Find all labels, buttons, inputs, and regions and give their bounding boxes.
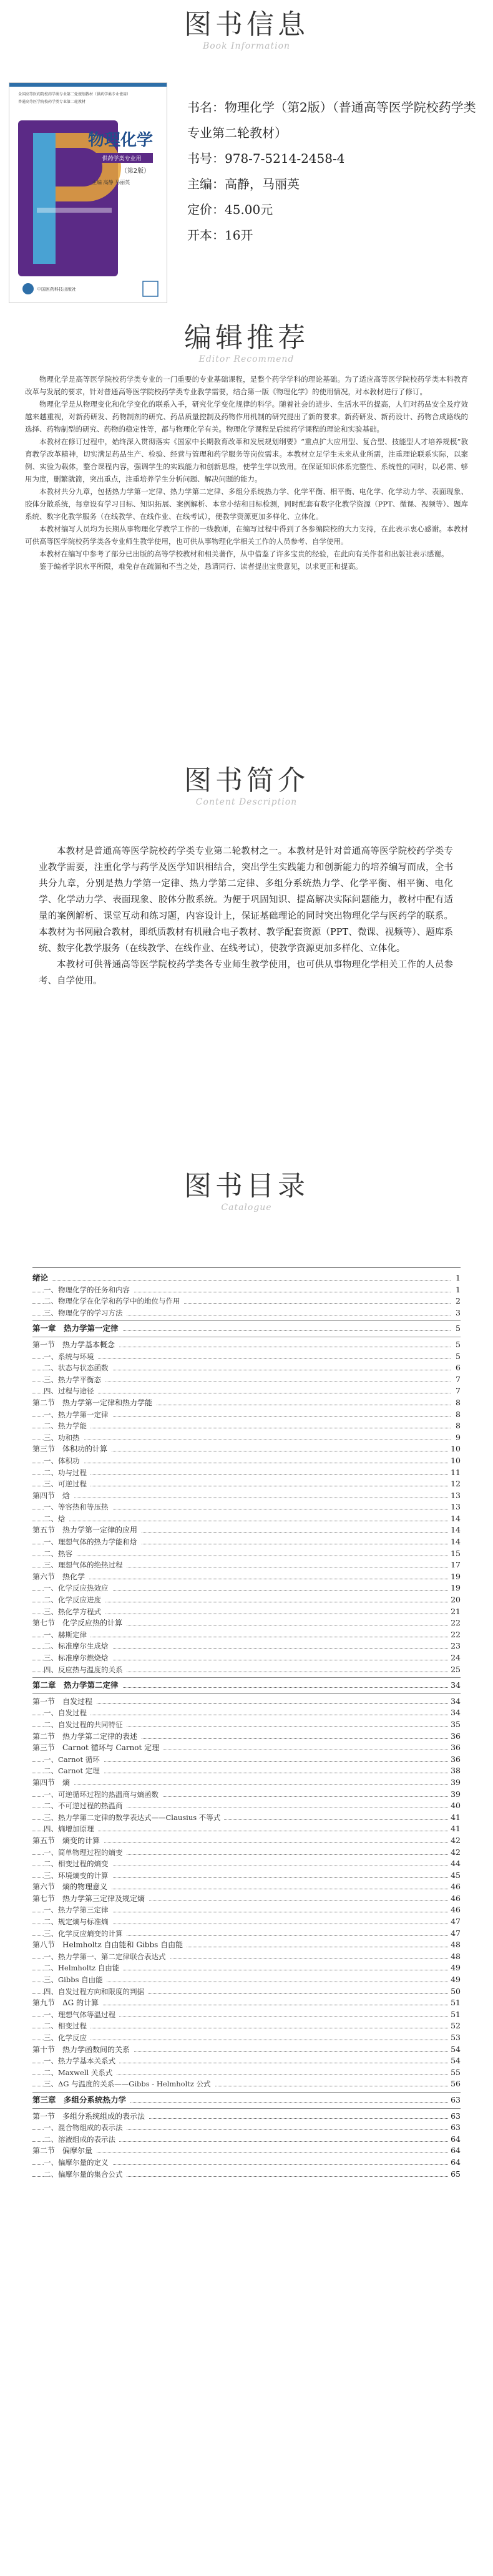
toc-entry-title: 第七节 热力学第三定律及规定熵 — [32, 1893, 149, 1905]
paragraph: 鉴于编者学识水平所限，难免存在疏漏和不当之处，恳请同行、读者提出宝贵意见，以求更正和提高。 — [39, 562, 363, 571]
book-title-row — [187, 95, 487, 146]
toc-section — [32, 2044, 461, 2056]
toc-subsection — [32, 1800, 461, 1812]
toc-page-number: 36 — [448, 1754, 461, 1766]
paragraph: 本教材编写人员均为长期从事物理化学教学工作的一线教师，在编写过程中得到了各参编院校的大力支持，在此表示衷心感谢。本教材可供高等医学院校药学类各专业师生教学使用，也可供从事物理化学相关工作的人员参考、自学使用。 — [25, 525, 468, 546]
toc-page-number: 11 — [448, 1467, 461, 1479]
toc-section — [32, 1571, 461, 1583]
toc-subsection — [32, 1765, 461, 1777]
toc-subsection — [32, 1858, 461, 1870]
section-header-desc — [0, 767, 493, 807]
toc-subsection — [32, 1652, 461, 1664]
book-cover — [9, 82, 167, 303]
toc-subsection — [32, 1847, 461, 1859]
toc-page-number: 14 — [448, 1524, 461, 1536]
toc-page-number: 39 — [448, 1777, 461, 1789]
toc-page-number: 22 — [448, 1617, 461, 1629]
toc-entry-title: 二、状态与状态函数 — [44, 1362, 112, 1374]
toc-subsection — [32, 1582, 461, 1594]
toc-divider — [32, 1675, 461, 1680]
toc-page-number: 38 — [448, 1765, 461, 1777]
toc-entry-title: 第十节 热力学函数间的关系 — [32, 2044, 134, 2056]
toc-subsection — [32, 1707, 461, 1719]
toc-entry-title: 一、热力学基本关系式 — [44, 2055, 119, 2067]
toc-subsection — [32, 1432, 461, 1444]
cover-subtitle: 供药学类专业用 — [102, 156, 142, 162]
toc-entry-title: 一、可逆循环过程的热温商与熵函数 — [44, 1789, 162, 1801]
toc-entry-title: 二、不可逆过程的热温商 — [44, 1800, 127, 1812]
toc-page-number: 8 — [453, 1409, 461, 1421]
toc-entry-title: 一、热力学第三定律 — [44, 1904, 112, 1916]
toc-leader — [32, 1474, 451, 1475]
toc-page-number: 40 — [448, 1800, 461, 1812]
toc-page-number: 15 — [448, 1548, 461, 1560]
toc-subsection — [32, 1467, 461, 1479]
toc-subsection — [32, 2169, 461, 2181]
toc-entry-title: 二、规定熵与标准熵 — [44, 1916, 112, 1928]
toc-subsection — [32, 1559, 461, 1571]
book-format-row — [187, 223, 487, 248]
section-title: 图书目录 — [184, 1170, 309, 1202]
toc-entry-title: 第四节 焓 — [32, 1490, 74, 1502]
toc-page-number: 8 — [453, 1420, 461, 1432]
toc-subsection — [32, 1501, 461, 1513]
label: 开本： — [187, 228, 225, 243]
toc-page-number: 1 — [453, 1284, 461, 1296]
toc-entry-title: 第二节 偏摩尔量 — [32, 2145, 96, 2157]
toc-intro — [32, 1272, 461, 1284]
toc-page-number: 10 — [448, 1443, 461, 1455]
toc-chapter — [32, 1323, 461, 1335]
value: 45.00元 — [225, 202, 273, 217]
paragraph: 物理化学是从物理变化和化学变化的联系入手，研究化学变化规律的科学。随着社会的进步、生活水平的提高，人们对药品安全及疗效越来越重视，对新药研发、药物制剂的研究、药品质量控制及药物作用机制的研究提出了新的要求。新药研发、新药设计、药物合成路线的选择、药物制型的研究、药物的稳定性等，都与物理化学有关。物理化学课程是后续药学课程的理论和实验基础。 — [25, 400, 468, 433]
paragraph: 本教材在编写中参考了部分已出版的高等学校教材和相关著作，从中借鉴了许多宝贵的经验，在此向有关作者和出版社表示感谢。 — [39, 550, 449, 558]
toc-entry-title: 四、熵增加原理 — [44, 1823, 98, 1835]
toc-top-rule — [32, 1267, 461, 1268]
toc-subsection — [32, 1478, 461, 1490]
toc-entry-title: 第三节 体积功的计算 — [32, 1443, 111, 1455]
recommend-text — [25, 373, 468, 573]
toc-entry-title: 第二节 热力学第一定律和热力学能 — [32, 1397, 156, 1409]
paragraph: 物理化学是高等医学院校药学类专业的一门重要的专业基础课程，是整个药学学科的理论基础。为了适应高等医学院校药学类本科教育改革与发展的要求，针对普通高等医学院校药学类专业教学需要，结合第一版《物理化学》的使用情况，对本教材进行了修订。 — [25, 375, 468, 396]
table-of-contents — [32, 1272, 461, 2180]
toc-entry-title: 二、溶液组成的表示法 — [44, 2134, 119, 2146]
toc-page-number: 20 — [448, 1594, 461, 1606]
toc-section — [32, 1893, 461, 1905]
toc-entry-title: 四、自发过程方向和限度的判据 — [44, 1986, 148, 1998]
toc-entry-title: 第三章 多组分系统热力学 — [32, 2094, 130, 2106]
toc-subsection — [32, 1754, 461, 1766]
toc-section — [32, 1696, 461, 1708]
cover-series-line2: 普通高等医学院校药学类专业第二轮教材 — [18, 100, 86, 104]
toc-entry-title: 三、物理化学的学习方法 — [44, 1307, 127, 1319]
toc-entry-title: 二、Helmholtz 自由能 — [44, 1962, 123, 1974]
toc-page-number: 36 — [448, 1742, 461, 1754]
toc-page-number: 63 — [448, 2094, 461, 2106]
toc-page-number: 7 — [453, 1385, 461, 1397]
paragraph: 本教材可供普通高等医学院校药学类各专业师生教学使用，也可供从事物理化学相关工作的人员参考、自学使用。 — [39, 960, 453, 986]
section-title: 编辑推荐 — [184, 322, 309, 354]
toc-page-number: 39 — [448, 1789, 461, 1801]
toc-divider — [32, 1692, 461, 1696]
toc-section — [32, 1997, 461, 2009]
toc-section — [32, 1835, 461, 1847]
toc-subsection — [32, 2078, 461, 2090]
toc-divider — [32, 1319, 461, 1323]
toc-page-number: 49 — [448, 1974, 461, 1986]
toc-section — [32, 2145, 461, 2157]
cover-art — [9, 83, 167, 303]
toc-page-number: 53 — [448, 2032, 461, 2044]
toc-page-number: 51 — [448, 1997, 461, 2009]
toc-page-number: 25 — [448, 1664, 461, 1676]
toc-section — [32, 1443, 461, 1455]
toc-page-number: 51 — [448, 2009, 461, 2021]
toc-entry-title: 一、简单物理过程的熵变 — [44, 1847, 127, 1859]
toc-section — [32, 1617, 461, 1629]
toc-subsection — [32, 1629, 461, 1641]
toc-subsection — [32, 2009, 461, 2021]
toc-page-number: 64 — [448, 2157, 461, 2169]
toc-page-number: 8 — [453, 1397, 461, 1409]
toc-entry-title: 二、标准摩尔生成焓 — [44, 1640, 112, 1652]
toc-entry-title: 三、理想气体的绝热过程 — [44, 1559, 127, 1571]
toc-page-number: 45 — [448, 1870, 461, 1882]
book-price-row — [187, 197, 487, 223]
toc-page-number: 35 — [448, 1719, 461, 1731]
value: 高静，马丽英 — [225, 177, 300, 191]
toc-subsection — [32, 1951, 461, 1963]
value: 978-7-5214-2458-4 — [225, 151, 345, 166]
toc-entry-title: 三、功和热 — [44, 1432, 84, 1444]
toc-entry-title: 第七节 化学反应热的计算 — [32, 1617, 126, 1629]
toc-entry-title: 三、热化学方程式 — [44, 1606, 105, 1618]
toc-subsection — [32, 1374, 461, 1386]
toc-subsection — [32, 1812, 461, 1824]
toc-entry-title: 一、热力学第一、第二定律联合表达式 — [44, 1951, 170, 1963]
toc-entry-title: 二、Carnot 定理 — [44, 1765, 104, 1777]
toc-entry-title: 一、Carnot 循环 — [44, 1754, 104, 1766]
toc-chapter — [32, 2094, 461, 2106]
toc-entry-title: 二、偏摩尔量的集合公式 — [44, 2169, 127, 2181]
toc-subsection — [32, 1870, 461, 1882]
toc-entry-title: 第二节 热力学第二定律的表述 — [32, 1731, 141, 1743]
toc-entry-title: 二、自发过程的共同特征 — [44, 1719, 127, 1731]
toc-section — [32, 1339, 461, 1351]
toc-page-number: 46 — [448, 1904, 461, 1916]
toc-subsection — [32, 1409, 461, 1421]
toc-entry-title: 三、热力学平衡态 — [44, 1374, 105, 1386]
toc-section — [32, 1397, 461, 1409]
toc-entry-title: 第一节 自发过程 — [32, 1696, 96, 1708]
toc-entry-title: 一、混合物组成的表示法 — [44, 2122, 127, 2134]
toc-entry-title: 第一节 热力学基本概念 — [32, 1339, 119, 1351]
toc-entry-title: 二、热力学能 — [44, 1420, 90, 1432]
toc-page-number: 7 — [453, 1374, 461, 1386]
toc-entry-title: 三、可逆过程 — [44, 1478, 90, 1490]
toc-page-number: 50 — [448, 1986, 461, 1998]
section-subtitle: Editor Recommend — [198, 354, 295, 364]
section-title: 图书简介 — [184, 765, 309, 797]
toc-entry-title: 三、环境熵变的计算 — [44, 1870, 112, 1882]
toc-page-number: 19 — [448, 1571, 461, 1583]
toc-entry-title: 二、相变过程 — [44, 2020, 90, 2032]
toc-entry-title: 二、热容 — [44, 1548, 76, 1560]
cover-title: 物理化学 — [88, 131, 154, 150]
toc-subsection — [32, 1362, 461, 1374]
toc-subsection — [32, 1986, 461, 1998]
toc-page-number: 22 — [448, 1629, 461, 1641]
toc-page-number: 48 — [448, 1951, 461, 1963]
toc-page-number: 49 — [448, 1962, 461, 1974]
toc-entry-title: 一、等容热和等压热 — [44, 1501, 112, 1513]
toc-subsection — [32, 1548, 461, 1560]
toc-page-number: 65 — [448, 2169, 461, 2181]
book-isbn-row — [187, 146, 487, 172]
toc-subsection — [32, 1962, 461, 1974]
toc-entry-title: 二、化学反应进度 — [44, 1594, 105, 1606]
toc-page-number: 14 — [448, 1536, 461, 1548]
toc-section — [32, 1490, 461, 1502]
toc-entry-title: 第三节 Carnot 循环与 Carnot 定理 — [32, 1742, 163, 1754]
section-subtitle: Content Description — [195, 797, 298, 807]
toc-entry-title: 第六节 热化学 — [32, 1571, 89, 1583]
toc-subsection — [32, 1916, 461, 1928]
toc-section — [32, 1731, 461, 1743]
toc-entry-title: 第五节 热力学第一定律的应用 — [32, 1524, 141, 1536]
toc-page-number: 24 — [448, 1652, 461, 1664]
toc-page-number: 55 — [448, 2067, 461, 2079]
toc-subsection — [32, 2157, 461, 2169]
section-header-toc — [0, 1170, 493, 1213]
toc-subsection — [32, 1385, 461, 1397]
toc-subsection — [32, 1664, 461, 1676]
toc-page-number: 13 — [448, 1501, 461, 1513]
toc-subsection — [32, 1455, 461, 1467]
paragraph: 本教材是普通高等医学院校药学类专业第二轮教材之一。本教材是针对普通高等医学院校药学类专业教学需要，注重化学与药学及医学知识相结合，突出学生实践能力和创新能力的培养编写而成，全书共分九章，分别是热力学第一定律、热力学第二定律、多组分系统热力学、化学平衡、相平衡、电化学、化学动力学、表面现象、胶体分散系统。为便于巩固知识、提高解决实际问题能力，教材中配有适量的案例解析、课堂互动和练习题，内容设计上，保证基础理论的同时突出物理化学与医药学的联系。本教材为书网融合教材，即纸质教材有机融合电子教材、教学配套资源（PPT、微课、视频等）、题库系统、数字化教学服务（在线教学、在线作业、在线考试），使教学资源更加多样化、立体化。 — [39, 846, 453, 954]
book-editor-row — [187, 172, 487, 197]
toc-subsection — [32, 1594, 461, 1606]
toc-divider — [32, 2106, 461, 2111]
toc-entry-title: 三、热力学第二定律的数学表达式——Clausius 不等式 — [44, 1812, 224, 1824]
toc-page-number: 42 — [448, 1835, 461, 1847]
toc-page-number: 64 — [448, 2134, 461, 2146]
toc-subsection — [32, 1536, 461, 1548]
toc-page-number: 14 — [448, 1513, 461, 1525]
toc-leader — [32, 1280, 451, 1281]
toc-entry-title: 三、化学反应熵变的计算 — [44, 1928, 127, 1940]
toc-subsection — [32, 1719, 461, 1731]
toc-subsection — [32, 1904, 461, 1916]
toc-subsection — [32, 1513, 461, 1525]
toc-entry-title: 第二章 热力学第二定律 — [32, 1680, 122, 1692]
toc-subsection — [32, 1284, 461, 1296]
cover-series-line1: 全国高等医药院校药学类专业第二轮规划教材（供药学类专业使用） — [18, 92, 131, 97]
toc-subsection — [32, 2122, 461, 2134]
toc-subsection — [32, 2020, 461, 2032]
cover-publisher: 中国医药科技出版社 — [37, 287, 76, 292]
toc-page-number: 47 — [448, 1928, 461, 1940]
toc-page-number: 3 — [453, 1307, 461, 1319]
toc-entry-title: 第一章 热力学第一定律 — [32, 1323, 122, 1335]
toc-page-number: 1 — [453, 1272, 461, 1284]
cover-edition: （第2版） — [120, 168, 150, 175]
toc-page-number: 64 — [448, 2145, 461, 2157]
section-subtitle: Book Information — [202, 41, 291, 51]
toc-entry-title: 第一节 多组分系统组成的表示法 — [32, 2111, 149, 2123]
toc-entry-title: 四、反应热与温度的关系 — [44, 1664, 127, 1676]
toc-subsection — [32, 1789, 461, 1801]
toc-page-number: 41 — [448, 1823, 461, 1835]
paragraph: 本教材共分九章，包括热力学第一定律、热力学第二定律、多组分系统热力学、化学平衡、相平衡、电化学、化学动力学、表面现象、胶体分散系统，每章设有学习目标、知识拓展、案例解析、本章小结和目标检测，同时配套有数字化教学资源（PPT、微课、视频等）、题库系统、数字化教学服务（在线教学、在线作业、在线考试），便教学资源更加多样化、立体化。 — [25, 487, 468, 521]
toc-entry-title: 一、热力学第一定律 — [44, 1409, 112, 1421]
toc-divider — [32, 2090, 461, 2094]
toc-entry-title: 三、Gibbs 自由能 — [44, 1974, 107, 1986]
toc-entry-title: 一、理想气体等温过程 — [44, 2009, 119, 2021]
toc-page-number: 34 — [448, 1696, 461, 1708]
description-text — [39, 843, 453, 989]
toc-section — [32, 1742, 461, 1754]
toc-page-number: 9 — [453, 1432, 461, 1444]
toc-entry-title: 二、功与过程 — [44, 1467, 90, 1479]
toc-subsection — [32, 1640, 461, 1652]
toc-entry-title: 一、偏摩尔量的定义 — [44, 2157, 112, 2169]
toc-page-number: 10 — [448, 1455, 461, 1467]
toc-entry-title: 四、过程与途径 — [44, 1385, 98, 1397]
paragraph: 本教材在修订过程中，始终深入贯彻落实《国家中长期教育改革和发展规划纲要》“重点扩大应用型、复合型、技能型人才培养规模”教育教学改革精神，切实满足药品生产、检验、经营与管理和药学服务等岗位需求。本教材立足学生未来从业所需，注重理论联系实际，以案例、实验为载体，整合课程内容，强调学生的实践能力和创新思维，使学生学以致用。在保证知识体系完整性、系统性的同时，以必需、够用为度，删繁就简，突出重点，注重培养学生分析问题、解决问题的能力。 — [25, 437, 468, 483]
toc-section — [32, 1524, 461, 1536]
toc-entry-title: 第八节 Helmholtz 自由能和 Gibbs 自由能 — [32, 1939, 187, 1951]
toc-section — [32, 2111, 461, 2123]
label: 定价： — [187, 202, 225, 217]
toc-page-number: 12 — [448, 1478, 461, 1490]
toc-entry-title: 一、系统与环境 — [44, 1351, 98, 1363]
toc-page-number: 5 — [453, 1323, 461, 1335]
toc-entry-title: 绪论 — [32, 1272, 52, 1284]
toc-subsection — [32, 1974, 461, 1986]
toc-section — [32, 1939, 461, 1951]
section-header-recommend — [0, 324, 493, 364]
toc-subsection — [32, 1307, 461, 1319]
value: 16开 — [225, 228, 253, 243]
toc-entry-title: 一、化学反应热效应 — [44, 1582, 112, 1594]
toc-entry-title: 第四节 熵 — [32, 1777, 74, 1789]
toc-page-number: 52 — [448, 2020, 461, 2032]
toc-entry-title: 第六节 熵的物理意义 — [32, 1881, 111, 1893]
toc-entry-title: 一、体积功 — [44, 1455, 84, 1467]
toc-page-number: 19 — [448, 1582, 461, 1594]
toc-subsection — [32, 1606, 461, 1618]
toc-page-number: 5 — [453, 1339, 461, 1351]
toc-page-number: 46 — [448, 1893, 461, 1905]
toc-page-number: 34 — [448, 1707, 461, 1719]
toc-subsection — [32, 1351, 461, 1363]
toc-page-number: 17 — [448, 1559, 461, 1571]
toc-page-number: 63 — [448, 2111, 461, 2123]
toc-entry-title: 第九节 ΔG 的计算 — [32, 1997, 102, 2009]
toc-subsection — [32, 2055, 461, 2067]
toc-entry-title: 三、标准摩尔燃烧焓 — [44, 1652, 112, 1664]
toc-entry-title: 二、物理化学在化学和药学中的地位与作用 — [44, 1295, 184, 1307]
toc-page-number: 48 — [448, 1939, 461, 1951]
toc-entry-title: 一、理想气体的热力学能和焓 — [44, 1536, 141, 1548]
toc-page-number: 36 — [448, 1731, 461, 1743]
toc-subsection — [32, 1928, 461, 1940]
toc-page-number: 44 — [448, 1858, 461, 1870]
toc-page-number: 54 — [448, 2044, 461, 2056]
toc-subsection — [32, 1420, 461, 1432]
label: 书号： — [187, 151, 225, 166]
section-title: 图书信息 — [184, 9, 309, 41]
section-subtitle: Catalogue — [221, 1203, 272, 1213]
toc-chapter — [32, 1680, 461, 1692]
toc-page-number: 47 — [448, 1916, 461, 1928]
toc-page-number: 6 — [453, 1362, 461, 1374]
toc-entry-title: 二、Maxwell 关系式 — [44, 2067, 116, 2079]
toc-page-number: 23 — [448, 1640, 461, 1652]
toc-page-number: 34 — [448, 1680, 461, 1692]
book-info — [187, 95, 487, 248]
toc-entry-title: 一、自发过程 — [44, 1707, 90, 1719]
toc-entry-title: 三、ΔG 与温度的关系——Gibbs - Helmholtz 公式 — [44, 2078, 215, 2090]
cover-editors: 主编 高静 马丽英 — [92, 180, 130, 185]
toc-page-number: 63 — [448, 2122, 461, 2134]
toc-divider — [32, 1335, 461, 1339]
toc-entry-title: 三、化学反应 — [44, 2032, 90, 2044]
toc-entry-title: 第五节 熵变的计算 — [32, 1835, 104, 1847]
toc-subsection — [32, 1823, 461, 1835]
label: 主编： — [187, 177, 225, 191]
toc-subsection — [32, 1295, 461, 1307]
toc-page-number: 5 — [453, 1351, 461, 1363]
toc-page-number: 54 — [448, 2055, 461, 2067]
toc-entry-title: 一、物理化学的任务和内容 — [44, 1284, 134, 1296]
section-header-info — [0, 11, 493, 51]
toc-page-number: 46 — [448, 1881, 461, 1893]
toc-page-number: 56 — [448, 2078, 461, 2090]
toc-section — [32, 1881, 461, 1893]
toc-page-number: 13 — [448, 1490, 461, 1502]
label: 书名： — [187, 100, 225, 115]
toc-section — [32, 1777, 461, 1789]
toc-entry-title: 一、赫斯定律 — [44, 1629, 90, 1641]
toc-subsection — [32, 2032, 461, 2044]
toc-entry-title: 二、焓 — [44, 1513, 69, 1525]
toc-page-number: 42 — [448, 1847, 461, 1859]
toc-entry-title: 二、相变过程的熵变 — [44, 1858, 112, 1870]
toc-page-number: 41 — [448, 1812, 461, 1824]
toc-page-number: 21 — [448, 1606, 461, 1618]
toc-subsection — [32, 2134, 461, 2146]
toc-leader — [32, 1784, 451, 1785]
value: 物理化学（第2版）（普通高等医学院校药学类专业第二轮教材） — [187, 100, 476, 140]
toc-subsection — [32, 2067, 461, 2079]
toc-page-number: 2 — [453, 1295, 461, 1307]
